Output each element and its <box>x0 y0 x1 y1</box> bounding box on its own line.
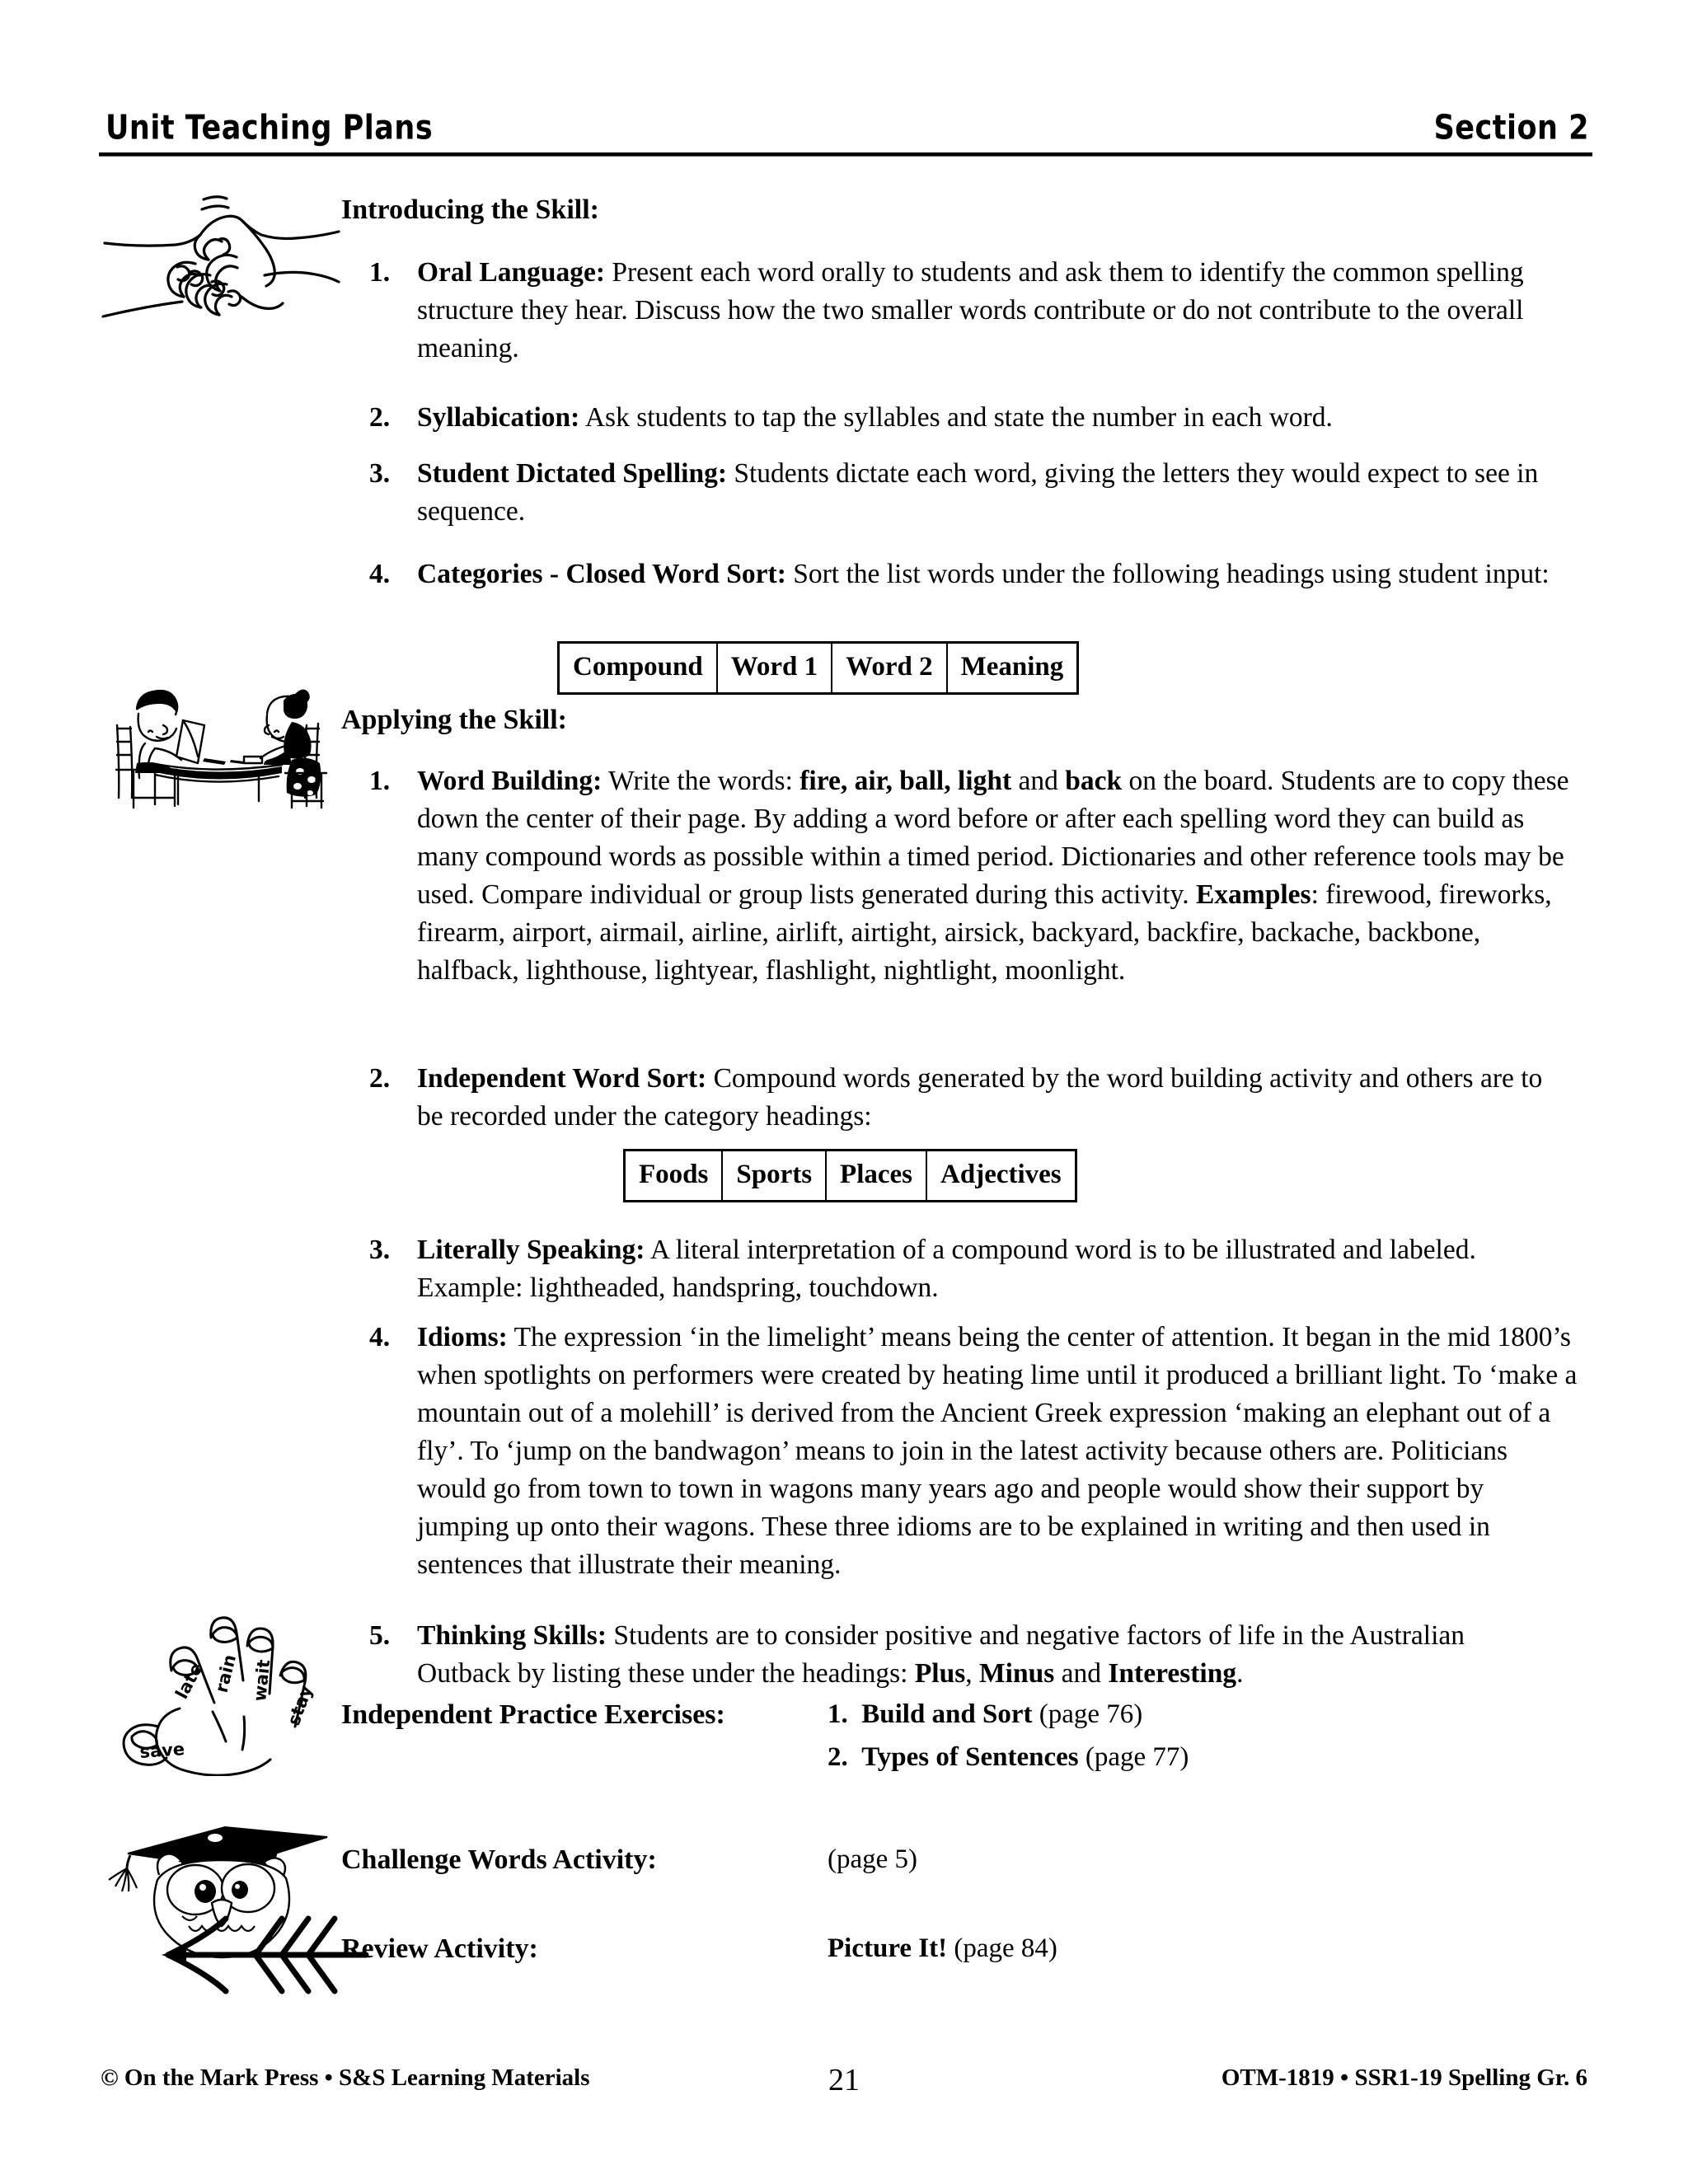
apply-item-2-text: Compound words generated by the word building activity and others are to be recorded under the category headings: <box>417 1063 1543 1132</box>
hand-with-words-icon <box>107 1586 321 1776</box>
apply-item-1-word-back: back <box>1065 766 1123 796</box>
introducing-heading: Introducing the Skill: <box>341 194 600 225</box>
table-header-foods: Foods <box>625 1151 723 1202</box>
table-header-meaning: Meaning <box>947 643 1078 694</box>
intro-item-3-number: 3. <box>369 458 391 489</box>
hand-word-stay: stay <box>284 1682 316 1728</box>
intro-item-3-text: Students dictate each word, giving the letters they would expect to see in sequence. <box>417 458 1539 527</box>
apply-item-1-part1: Write the words: <box>602 766 800 796</box>
intro-item-4-bold: Categories - Closed Word Sort: <box>417 559 786 589</box>
intro-item-2 <box>417 399 1581 437</box>
apply-item-4-bold: Idioms: <box>417 1322 508 1352</box>
header-section: Section 2 <box>1433 109 1589 148</box>
apply-item-5-heading-plus: Plus <box>914 1658 966 1689</box>
apply-item-5-end: . <box>1236 1658 1244 1689</box>
apply-item-1-part2: and <box>1011 766 1066 796</box>
intro-item-1 <box>417 254 1581 368</box>
apply-item-2 <box>417 1060 1571 1136</box>
review-activity-value <box>828 1933 1057 1964</box>
apply-item-1-number: 1. <box>369 766 391 796</box>
table-header-places: Places <box>826 1151 926 1202</box>
footer-copyright: © On the Mark Press • S&S Learning Materials <box>101 2064 590 2091</box>
table-header-sports: Sports <box>722 1151 826 1202</box>
practice-item-1-number: 1. <box>828 1699 848 1729</box>
practice-item-2-number: 2. <box>828 1742 848 1772</box>
review-activity-label: Review Activity: <box>341 1933 538 1964</box>
hand-word-rain: rain <box>211 1652 241 1695</box>
review-activity-bold: Picture It! <box>828 1933 948 1963</box>
applying-heading: Applying the Skill: <box>341 705 567 735</box>
practice-item-1-bold: Build and Sort <box>861 1699 1033 1729</box>
apply-item-2-number: 2. <box>369 1063 391 1094</box>
practice-item-1 <box>828 1699 1142 1730</box>
page-header <box>106 109 1589 157</box>
apply-item-5-heading-interesting: Interesting <box>1108 1658 1237 1689</box>
intro-item-3-bold: Student Dictated Spelling: <box>417 458 727 489</box>
apply-item-4-text: The expression ‘in the limelight’ means being the center of attention. It began in the mid 1800’s when spotlights on performers were created by heating lime until it produced a brilliant light. To ‘make a mountain out of a molehill’ is derived from the Ancient Greek expression ‘making an elephant out of a fly’. To ‘jump on the bandwagon’ means to join in the latest activity because others are. Politicians would go from town to town in wagons many years ago and people would show their support by jumping up onto their wagons. These three idioms are to be explained in writing and then used in sentences that illustrate their meaning. <box>417 1322 1578 1580</box>
intro-item-2-bold: Syllabication: <box>417 402 580 433</box>
apply-item-3 <box>417 1231 1571 1307</box>
apply-item-4-number: 4. <box>369 1322 391 1352</box>
apply-item-2-bold: Independent Word Sort: <box>417 1063 707 1094</box>
apply-item-5-bold: Thinking Skills: <box>417 1620 607 1651</box>
review-activity-page: (page 84) <box>947 1933 1057 1963</box>
hand-word-late: late <box>171 1659 207 1703</box>
independent-practice-label: Independent Practice Exercises: <box>341 1699 725 1730</box>
practice-item-2 <box>828 1742 1189 1773</box>
apply-item-5-heading-minus: Minus <box>979 1658 1055 1689</box>
table-header-word2: Word 2 <box>832 643 946 694</box>
intro-item-4 <box>417 555 1581 593</box>
apply-item-3-bold: Literally Speaking: <box>417 1235 645 1265</box>
apply-item-1-words: fire, air, ball, light <box>799 766 1012 796</box>
students-at-table-icon <box>106 677 328 809</box>
independent-word-sort-table <box>623 1149 1077 1202</box>
apply-item-1-examples-label: Examples <box>1195 879 1311 910</box>
left-arrow-icon <box>158 1909 373 1999</box>
intro-item-3 <box>417 455 1596 531</box>
handshake-icon <box>95 175 342 323</box>
practice-item-2-bold: Types of Sentences <box>861 1742 1079 1772</box>
footer-page-number: 21 <box>828 2063 860 2097</box>
intro-item-1-bold: Oral Language: <box>417 257 605 288</box>
apply-item-1-part3: on the board. Students are to copy these down the center of their page. By adding a word before or after each spelling word they can build as many compound words as possible within a timed period. Dictionaries and other reference tools may be used. Compare individual or group lists generated during this activity. <box>417 766 1569 910</box>
hand-word-save: save <box>138 1739 185 1762</box>
intro-item-2-number: 2. <box>369 402 391 433</box>
table-header-word1: Word 1 <box>717 643 832 694</box>
table-row <box>625 1151 1076 1202</box>
apply-item-3-text: A literal interpretation of a compound word is to be illustrated and labeled. Example: lightheaded, handspring, touchdown. <box>417 1235 1476 1303</box>
table-row <box>559 643 1078 694</box>
header-title: Unit Teaching Plans <box>106 109 434 148</box>
apply-item-5-number: 5. <box>369 1620 391 1651</box>
header-divider <box>99 152 1592 157</box>
table-header-adjectives: Adjectives <box>926 1151 1076 1202</box>
apply-item-5-sep2: and <box>1054 1658 1109 1689</box>
apply-item-5 <box>417 1617 1513 1693</box>
apply-item-5-part1: Students are to consider positive and negative factors of life in the Australian Outback by listing these under the headings: <box>417 1620 1465 1689</box>
intro-item-4-number: 4. <box>369 559 391 589</box>
apply-item-3-number: 3. <box>369 1235 391 1265</box>
intro-item-1-text: Present each word orally to students and ask them to identify the common spelling structure they hear. Discuss how the two smaller words contribute or do not contribute to the overall meaning. <box>417 257 1524 363</box>
table-header-compound: Compound <box>559 643 717 694</box>
apply-item-1 <box>417 762 1581 990</box>
intro-item-4-text: Sort the list words under the following headings using student input: <box>785 559 1550 589</box>
apply-item-4 <box>417 1319 1581 1584</box>
challenge-words-label: Challenge Words Activity: <box>341 1844 657 1875</box>
apply-item-5-sep1: , <box>965 1658 980 1689</box>
footer-product-code: OTM-1819 • SSR1-19 Spelling Gr. 6 <box>1221 2064 1587 2091</box>
apply-item-1-bold: Word Building: <box>417 766 603 796</box>
apply-item-1-examples-text: : firewood, fireworks, firearm, airport, airmail, airline, airlift, airtight, airsick, backyard, backfire, backache, backbone, halfback, lighthouse, lightyear, flashlight, nightlight, moonlight. <box>417 879 1552 986</box>
practice-item-2-page: (page 77) <box>1078 1742 1189 1772</box>
challenge-words-value: (page 5) <box>828 1844 918 1874</box>
closed-word-sort-table <box>557 641 1079 695</box>
hand-word-wait: wait <box>250 1658 274 1703</box>
intro-item-2-text: Ask students to tap the syllables and state the number in each word. <box>579 402 1333 433</box>
practice-item-1-page: (page 76) <box>1032 1699 1143 1729</box>
intro-item-1-number: 1. <box>369 257 391 288</box>
